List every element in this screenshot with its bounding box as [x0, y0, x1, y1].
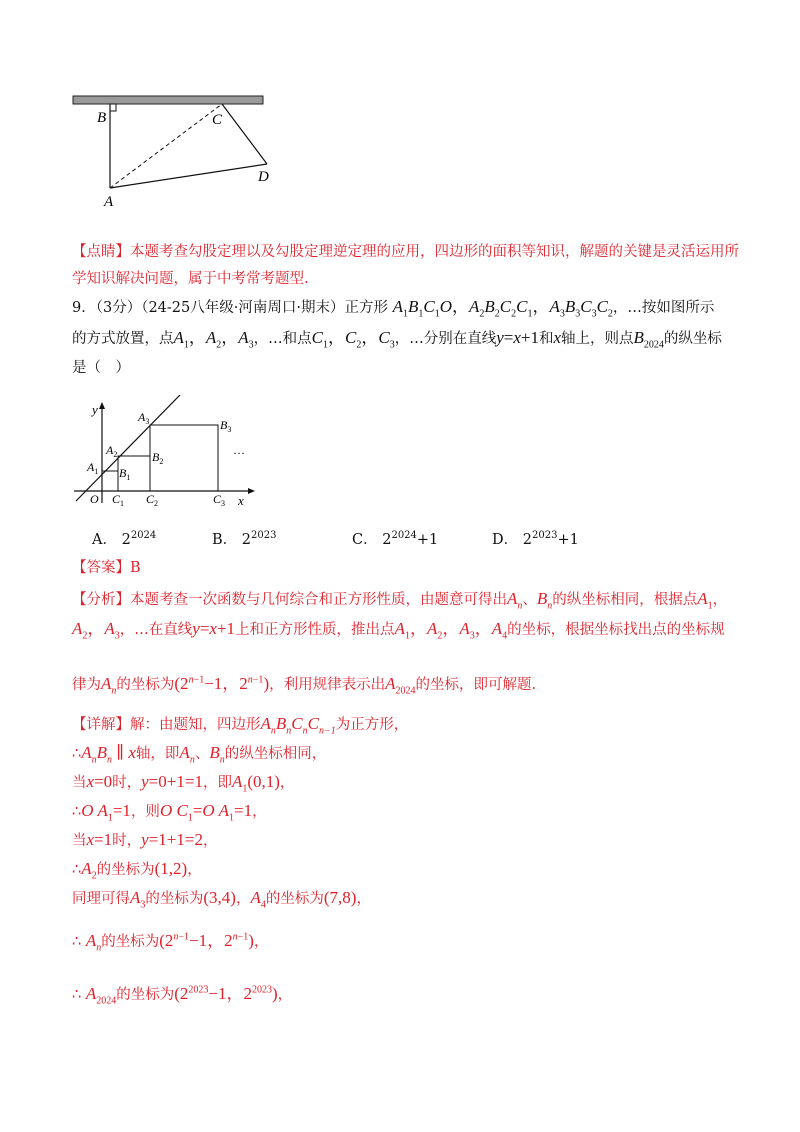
label-A2: $A_2$: [106, 443, 118, 459]
label-B2: $B_2$: [152, 450, 164, 466]
quadrilateral-figure: [70, 92, 280, 212]
option-c[interactable]: C． $2^{2024}+1$: [352, 530, 439, 548]
option-d[interactable]: D． $2^{2023}+1$: [492, 530, 579, 548]
detail-line-2: $\therefore A_nB_n$ ∥ x轴，即$A_n$、$B_n$的纵坐标相同，: [72, 743, 327, 766]
label-B1: $B_1$: [119, 466, 131, 482]
label-C: C: [212, 112, 223, 128]
option-a[interactable]: A． $2^{2024}$: [92, 530, 157, 548]
detail-line-8: ∴ $A_n$的坐标为($2^{n-1}-1$，$2^{n-1}$)，: [72, 931, 269, 954]
answer-line: 【答案】B: [72, 560, 141, 576]
question-9-line-1: 9．（3分）（24-25八年级·河南周口·期末）正方形 $A_1B_1C_1O$，$A_2B_2C_2C_1$，$A_3B_3C_3C_2$，…按如图所示: [72, 297, 715, 320]
origin-label: O: [90, 492, 99, 506]
detail-line-6: $\therefore A_2$的坐标为(1,2)，: [72, 859, 202, 882]
wall-bar: [73, 96, 263, 104]
detail-line-3: 当x=0时，y=0+1=1，即$A_1(0,1)$，: [72, 772, 295, 795]
label-A: A: [104, 194, 114, 210]
axis-x-label: x: [238, 493, 244, 507]
analysis-line-3: 律为$A_n$的坐标为($2^{n-1}-1$，$2^{n-1}$)，利用规律表示出$A_{2024}$的坐标，即可解题.: [72, 674, 537, 697]
question-9-line-2: 的方式放置，点$A_1$，$A_2$，$A_3$，…和点$C_1$，$C_2$，$C_3$，…分别在直线y=x+1和x轴上，则点$B_{2024}$的纵坐标: [72, 328, 722, 351]
option-b[interactable]: B． $2^{2023}$: [212, 530, 277, 548]
label-B3: $B_3$: [220, 418, 232, 434]
detail-line-4: ∴O $A_1=1$，则O $C_1=O$ $A_1=1$，: [72, 801, 267, 824]
label-D: D: [258, 169, 269, 185]
analysis-line-1: 【分析】本题考查一次函数与几何综合和正方形性质，由题意可得出$A_n$、$B_n$的纵坐标相同，根据点$A_1$，: [72, 589, 728, 612]
analysis-line-2: $A_2$，$A_3$，…在直线y=x+1上和正方形性质，推出点$A_1$，$A_2$，$A_3$，$A_4$的坐标，根据坐标找出点的坐标规: [72, 619, 725, 642]
dianjing-line-1: 【点睛】本题考查勾股定理以及勾股定理逆定理的应用，四边形的面积等知识，解题的关键是灵活运用所: [72, 244, 739, 260]
dianjing-line-2: 学知识解决问题，属于中考常考题型.: [72, 271, 309, 287]
detail-line-7: 同理可得$A_3$的坐标为(3,4)，$A_4$的坐标为(7,8)，: [72, 888, 371, 911]
label-A1: $A_1$: [87, 460, 99, 476]
label-C1: $C_1$: [112, 492, 125, 507]
ellipsis-label: …: [233, 443, 245, 457]
label-B: B: [97, 110, 107, 126]
detail-line-9: ∴ $A_{2024}$的坐标为($2^{2023}-1$，$2^{2023}$)，: [72, 984, 293, 1007]
squares-figure: [70, 395, 270, 507]
label-C2: $C_2$: [146, 492, 159, 507]
detail-line-5: 当x=1时，y=1+1=2，: [72, 830, 218, 849]
axis-y-label: y: [92, 402, 98, 417]
label-C3: $C_3$: [213, 492, 226, 507]
label-A3: $A_3$: [138, 410, 150, 426]
detail-line-1: 【详解】解：由题知，四边形$A_nB_nC_nC_{n-1}$为正方形，: [72, 714, 409, 737]
question-9-line-3: 是（ ）: [72, 360, 130, 376]
